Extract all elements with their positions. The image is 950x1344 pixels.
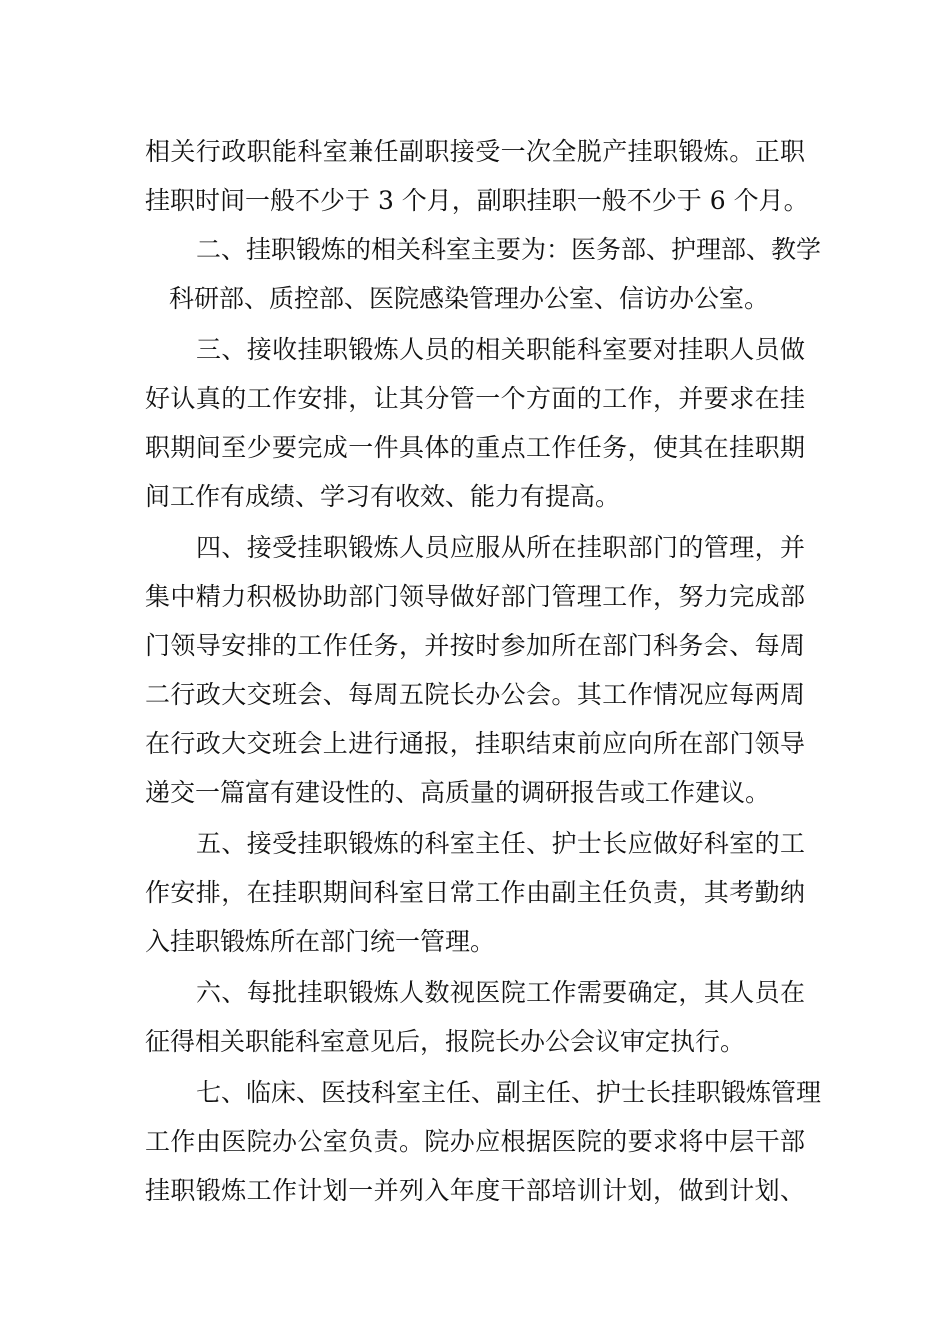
text-line: 科研部、质控部、医院感染管理办公室、信访办公室。 (169, 284, 770, 313)
text-line: 在行政大交班会上进行通报，挂职结束前应向所在部门领导 (145, 729, 805, 758)
text-line: 作安排，在挂职期间科室日常工作由副主任负责，其考勤纳 (145, 878, 805, 907)
text-line: 职期间至少要完成一件具体的重点工作任务，使其在挂职期 (145, 433, 805, 462)
text-line: 征得相关职能科室意见后，报院长办公会议审定执行。 (145, 1027, 746, 1056)
paragraph-3-start: 三、接收挂职锻炼人员的相关职能科室要对挂职人员做 (196, 335, 805, 364)
paragraph-6-start: 六、每批挂职锻炼人数视医院工作需要确定，其人员在 (196, 978, 805, 1007)
paragraph-2-start: 二、挂职锻炼的相关科室主要为：医务部、护理部、教学 (196, 235, 822, 264)
text-line: 挂职锻炼工作计划一并列入年度干部培训计划，做到计划、 (145, 1176, 805, 1205)
text-line: 门领导安排的工作任务，并按时参加所在部门科务会、每周 (145, 631, 805, 660)
paragraph-4-start: 四、接受挂职锻炼人员应服从所在挂职部门的管理，并 (196, 533, 805, 562)
text-line: 相关行政职能科室兼任副职接受一次全脱产挂职锻炼。正职 (145, 137, 805, 166)
text-line: 集中精力积极协助部门领导做好部门管理工作，努力完成部 (145, 582, 805, 611)
text-line: 递交一篇富有建设性的、高质量的调研报告或工作建议。 (145, 778, 771, 807)
text-line: 工作由医院办公室负责。院办应根据医院的要求将中层干部 (145, 1127, 805, 1156)
paragraph-5-start: 五、接受挂职锻炼的科室主任、护士长应做好科室的工 (196, 829, 805, 858)
text-line: 入挂职锻炼所在部门统一管理。 (145, 927, 496, 956)
paragraph-7-start: 七、临床、医技科室主任、副主任、护士长挂职锻炼管理 (196, 1078, 822, 1107)
text-line: 二行政大交班会、每周五院长办公会。其工作情况应每两周 (145, 680, 805, 709)
text-line: 好认真的工作安排，让其分管一个方面的工作，并要求在挂 (145, 384, 805, 413)
text-line: 间工作有成绩、学习有收效、能力有提高。 (145, 482, 621, 511)
text-line: 挂职时间一般不少于 3 个月，副职挂职一般不少于 6 个月。 (145, 186, 809, 215)
